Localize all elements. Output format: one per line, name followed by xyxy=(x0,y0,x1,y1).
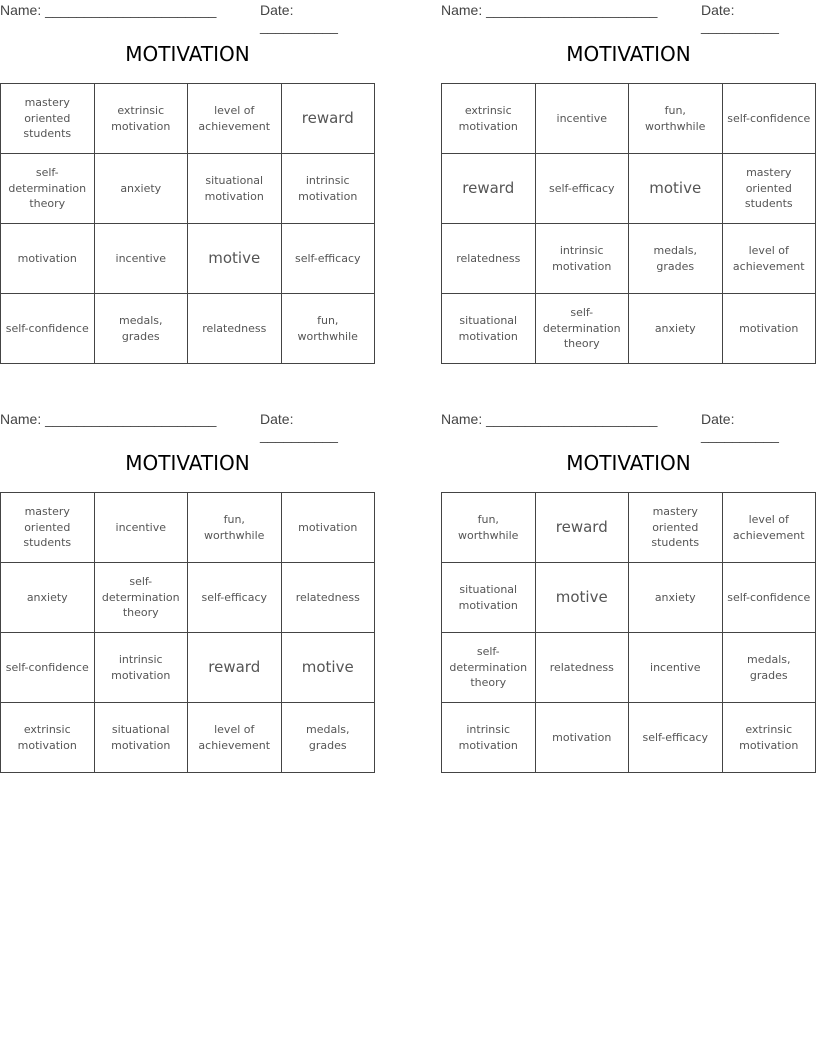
bingo-grid xyxy=(0,492,375,773)
grid-cell: self-confidence xyxy=(1,294,95,364)
grid-cell: intrinsic motivation xyxy=(442,703,536,773)
grid-row xyxy=(1,294,375,364)
card-title: MOTIVATION xyxy=(125,42,250,66)
name-field: Name: ______________________ xyxy=(441,2,658,18)
grid-cell: level of achievement xyxy=(188,84,282,154)
grid-cell: relatedness xyxy=(281,563,375,633)
name-date-bar xyxy=(0,409,375,443)
grid-cell: extrinsic motivation xyxy=(94,84,188,154)
grid-cell: self-determination theory xyxy=(535,294,629,364)
grid-cell: level of achievement xyxy=(188,703,282,773)
grid-cell: motivation xyxy=(535,703,629,773)
grid-cell: self-efficacy xyxy=(281,224,375,294)
card-title: MOTIVATION xyxy=(125,451,250,475)
grid-cell: extrinsic motivation xyxy=(722,703,816,773)
name-field: Name: ______________________ xyxy=(441,411,658,427)
grid-cell: self-determination theory xyxy=(442,633,536,703)
grid-cell: self-confidence xyxy=(722,84,816,154)
grid-cell: self-confidence xyxy=(722,563,816,633)
grid-cell: extrinsic motivation xyxy=(442,84,536,154)
grid-cell: reward xyxy=(281,84,375,154)
grid-cell: reward xyxy=(188,633,282,703)
name-date-bar xyxy=(441,409,816,443)
grid-row xyxy=(442,224,816,294)
grid-cell: situational motivation xyxy=(188,154,282,224)
grid-cell: medals, grades xyxy=(629,224,723,294)
grid-cell: anxiety xyxy=(629,294,723,364)
grid-cell: self-determination theory xyxy=(1,154,95,224)
date-field: Date: __________ xyxy=(701,2,779,34)
grid-row xyxy=(442,563,816,633)
grid-row xyxy=(1,493,375,563)
bingo-grid xyxy=(441,83,816,364)
grid-row xyxy=(1,84,375,154)
grid-cell: incentive xyxy=(94,493,188,563)
grid-cell: self-determination theory xyxy=(94,563,188,633)
grid-cell: incentive xyxy=(94,224,188,294)
grid-row xyxy=(442,84,816,154)
grid-row xyxy=(442,703,816,773)
name-date-bar xyxy=(441,0,816,34)
grid-cell: self-confidence xyxy=(1,633,95,703)
grid-cell: self-efficacy xyxy=(188,563,282,633)
grid-row xyxy=(1,703,375,773)
grid-cell: relatedness xyxy=(535,633,629,703)
grid-cell: fun, worthwhile xyxy=(188,493,282,563)
grid-cell: intrinsic motivation xyxy=(281,154,375,224)
grid-cell: anxiety xyxy=(629,563,723,633)
grid-cell: intrinsic motivation xyxy=(94,633,188,703)
grid-cell: relatedness xyxy=(442,224,536,294)
grid-row xyxy=(1,224,375,294)
grid-cell: self-efficacy xyxy=(629,703,723,773)
card-title: MOTIVATION xyxy=(566,451,691,475)
grid-cell: situational motivation xyxy=(442,563,536,633)
grid-cell: motive xyxy=(188,224,282,294)
bingo-grid xyxy=(441,492,816,773)
grid-cell: situational motivation xyxy=(442,294,536,364)
grid-cell: fun, worthwhile xyxy=(281,294,375,364)
grid-cell: level of achievement xyxy=(722,493,816,563)
grid-cell: reward xyxy=(535,493,629,563)
grid-row xyxy=(442,633,816,703)
grid-cell: anxiety xyxy=(1,563,95,633)
bingo-grid xyxy=(0,83,375,364)
card-title: MOTIVATION xyxy=(566,42,691,66)
grid-cell: motive xyxy=(281,633,375,703)
date-field: Date: __________ xyxy=(701,411,779,443)
grid-cell: situational motivation xyxy=(94,703,188,773)
grid-cell: mastery oriented students xyxy=(629,493,723,563)
grid-cell: level of achievement xyxy=(722,224,816,294)
name-date-bar xyxy=(0,0,375,34)
grid-cell: fun, worthwhile xyxy=(442,493,536,563)
grid-cell: medals, grades xyxy=(94,294,188,364)
grid-row xyxy=(1,563,375,633)
grid-cell: medals, grades xyxy=(281,703,375,773)
grid-cell: motivation xyxy=(281,493,375,563)
grid-cell: motivation xyxy=(1,224,95,294)
grid-row xyxy=(442,493,816,563)
date-field: Date: __________ xyxy=(260,2,338,34)
grid-cell: mastery oriented students xyxy=(1,84,95,154)
grid-cell: anxiety xyxy=(94,154,188,224)
grid-cell: motive xyxy=(629,154,723,224)
grid-cell: fun, worthwhile xyxy=(629,84,723,154)
date-field: Date: __________ xyxy=(260,411,338,443)
grid-cell: motivation xyxy=(722,294,816,364)
grid-row xyxy=(442,154,816,224)
grid-cell: reward xyxy=(442,154,536,224)
grid-cell: self-efficacy xyxy=(535,154,629,224)
name-field: Name: ______________________ xyxy=(0,2,217,18)
grid-cell: intrinsic motivation xyxy=(535,224,629,294)
grid-cell: incentive xyxy=(629,633,723,703)
grid-cell: incentive xyxy=(535,84,629,154)
grid-row xyxy=(1,154,375,224)
grid-row xyxy=(442,294,816,364)
grid-cell: medals, grades xyxy=(722,633,816,703)
grid-cell: mastery oriented students xyxy=(722,154,816,224)
grid-row xyxy=(1,633,375,703)
grid-cell: mastery oriented students xyxy=(1,493,95,563)
grid-cell: extrinsic motivation xyxy=(1,703,95,773)
grid-cell: motive xyxy=(535,563,629,633)
name-field: Name: ______________________ xyxy=(0,411,217,427)
grid-cell: relatedness xyxy=(188,294,282,364)
